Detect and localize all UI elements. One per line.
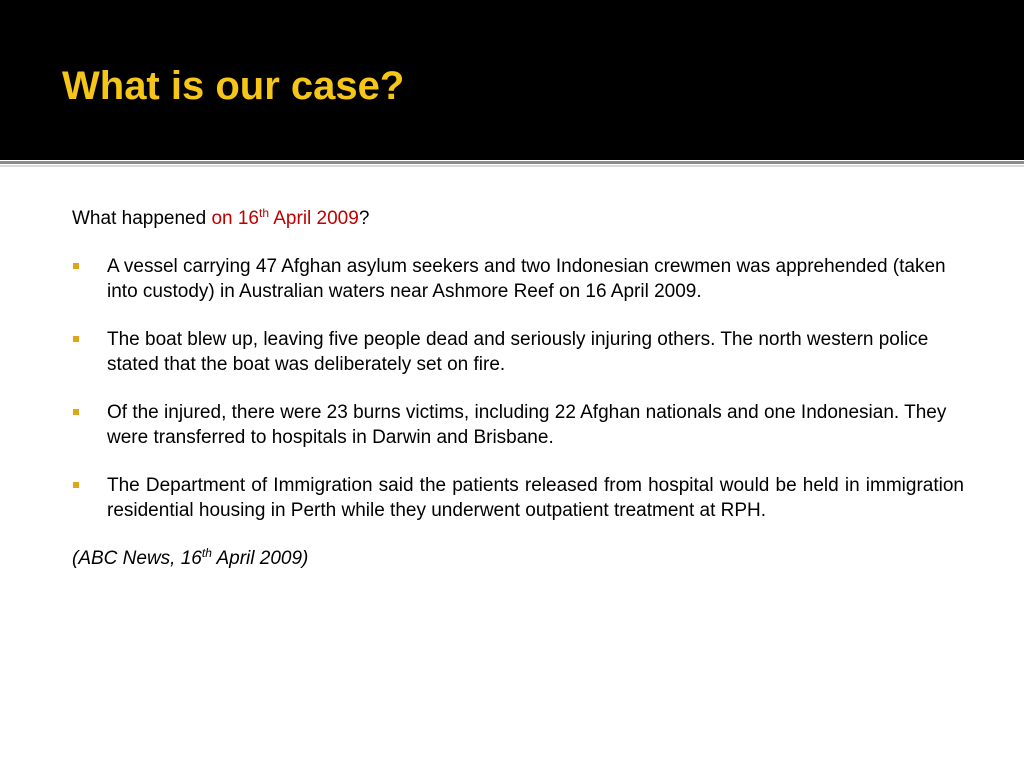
citation	[72, 546, 964, 571]
title-bar	[0, 0, 1024, 160]
bullet-item	[72, 254, 964, 304]
bullet-text: A vessel carrying 47 Afghan asylum seekers and two Indonesian crewmen was apprehended (taken into custody) in Australian waters near Ashmore Reef on 16 April 2009.	[107, 256, 946, 302]
square-bullet-icon	[73, 336, 79, 342]
square-bullet-icon	[73, 482, 79, 488]
bullet-item	[72, 473, 964, 523]
intro-suffix: ?	[358, 208, 370, 229]
slide-title: What is our case?	[62, 64, 405, 108]
citation-pre: (ABC News, 16	[72, 548, 202, 569]
intro-date	[211, 208, 358, 229]
square-bullet-icon	[73, 263, 79, 269]
title-divider-light	[0, 165, 1024, 167]
slide-content	[72, 206, 964, 571]
bullet-text: The boat blew up, leaving five people dead and seriously injuring others. The north western police stated that the boat was deliberately set on fire.	[107, 329, 929, 375]
title-divider-dark	[0, 161, 1024, 164]
intro-date-ordinal: th	[259, 206, 270, 220]
intro-line	[72, 206, 964, 231]
square-bullet-icon	[73, 409, 79, 415]
citation-ordinal: th	[201, 546, 212, 560]
bullet-list	[72, 254, 964, 523]
bullet-item	[72, 400, 964, 450]
intro-date-day: on 16	[211, 208, 259, 229]
citation-post: April 2009)	[211, 548, 309, 569]
intro-date-rest: April 2009	[269, 208, 359, 229]
bullet-item	[72, 327, 964, 377]
bullet-text: Of the injured, there were 23 burns victims, including 22 Afghan nationals and one Indonesian. They were transferred to hospitals in Darwin and Brisbane.	[107, 402, 947, 448]
bullet-text: The Department of Immigration said the patients released from hospital would be held in immigration residential housing in Perth while they underwent outpatient treatment at RPH.	[107, 475, 964, 521]
intro-prefix: What happened	[72, 208, 212, 229]
